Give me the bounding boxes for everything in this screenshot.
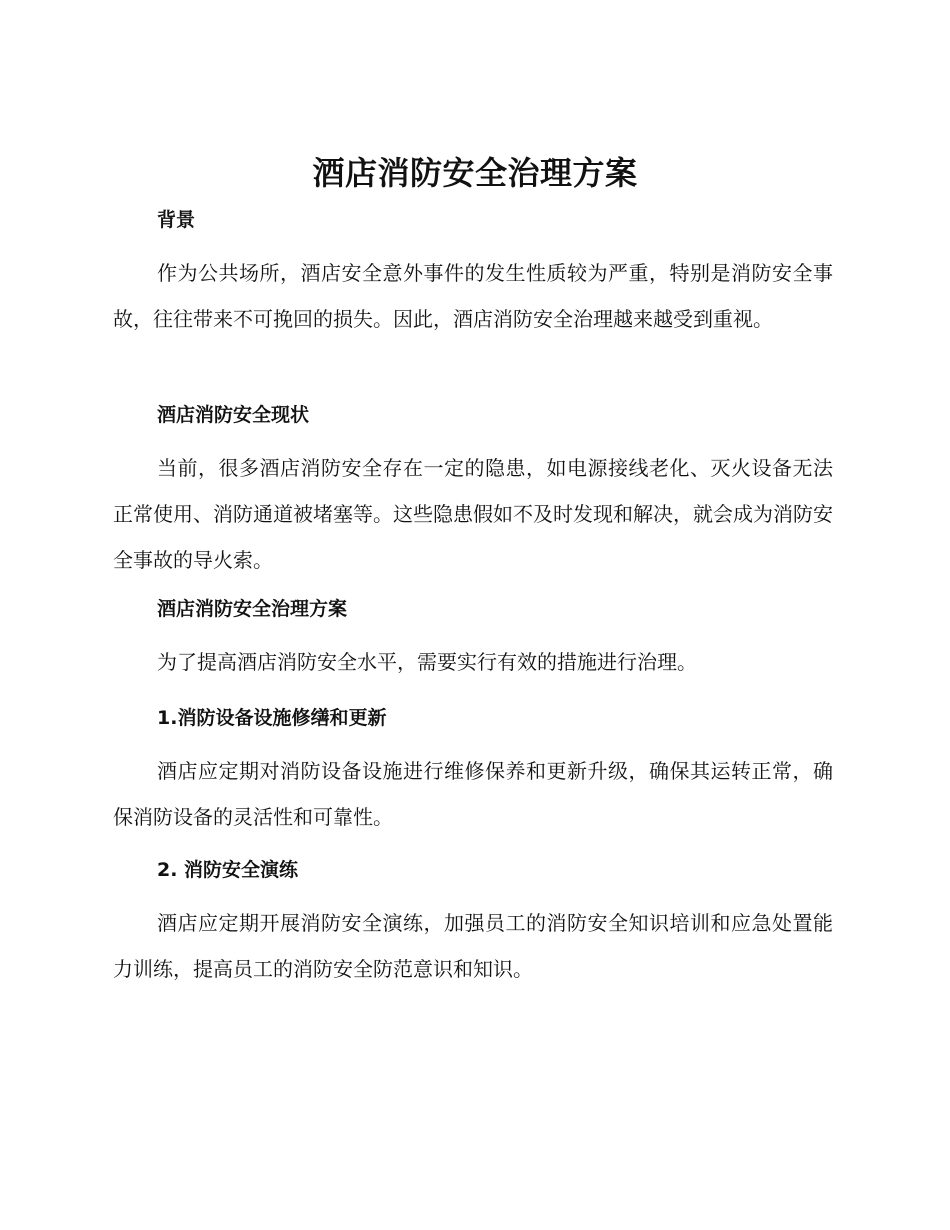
section-paragraph-fire-drill: 酒店应定期开展消防安全演练，加强员工的消防安全知识培训和应急处置能力训练，提高员工的消防安全防范意识和知识。 — [113, 911, 833, 981]
section-heading-fire-drill: 2. 消防安全演练 — [157, 859, 299, 881]
section-heading-governance-plan: 酒店消防安全治理方案 — [157, 598, 348, 620]
section-heading-background: 背景 — [157, 209, 196, 231]
section-paragraph-current-status: 当前，很多酒店消防安全存在一定的隐患，如电源接线老化、灭火设备无法正常使用、消防通道被堵塞等。这些隐患假如不及时发现和解决，就会成为消防安全事故的导火索。 — [113, 456, 833, 572]
section-paragraph-governance-plan: 为了提高酒店消防安全水平，需要实行有效的措施进行治理。 — [157, 650, 697, 674]
section-paragraph-equipment-maintenance: 酒店应定期对消防设备设施进行维修保养和更新升级，确保其运转正常，确保消防设备的灵活性和可靠性。 — [113, 759, 833, 829]
section-heading-equipment-maintenance: 1.消防设备设施修缮和更新 — [157, 707, 387, 729]
document-title: 酒店消防安全治理方案 — [312, 154, 638, 192]
section-paragraph-background: 作为公共场所，酒店安全意外事件的发生性质较为严重，特别是消防安全事故，往往带来不可挽回的损失。因此，酒店消防安全治理越来越受到重视。 — [113, 261, 833, 331]
section-heading-current-status: 酒店消防安全现状 — [157, 404, 310, 426]
